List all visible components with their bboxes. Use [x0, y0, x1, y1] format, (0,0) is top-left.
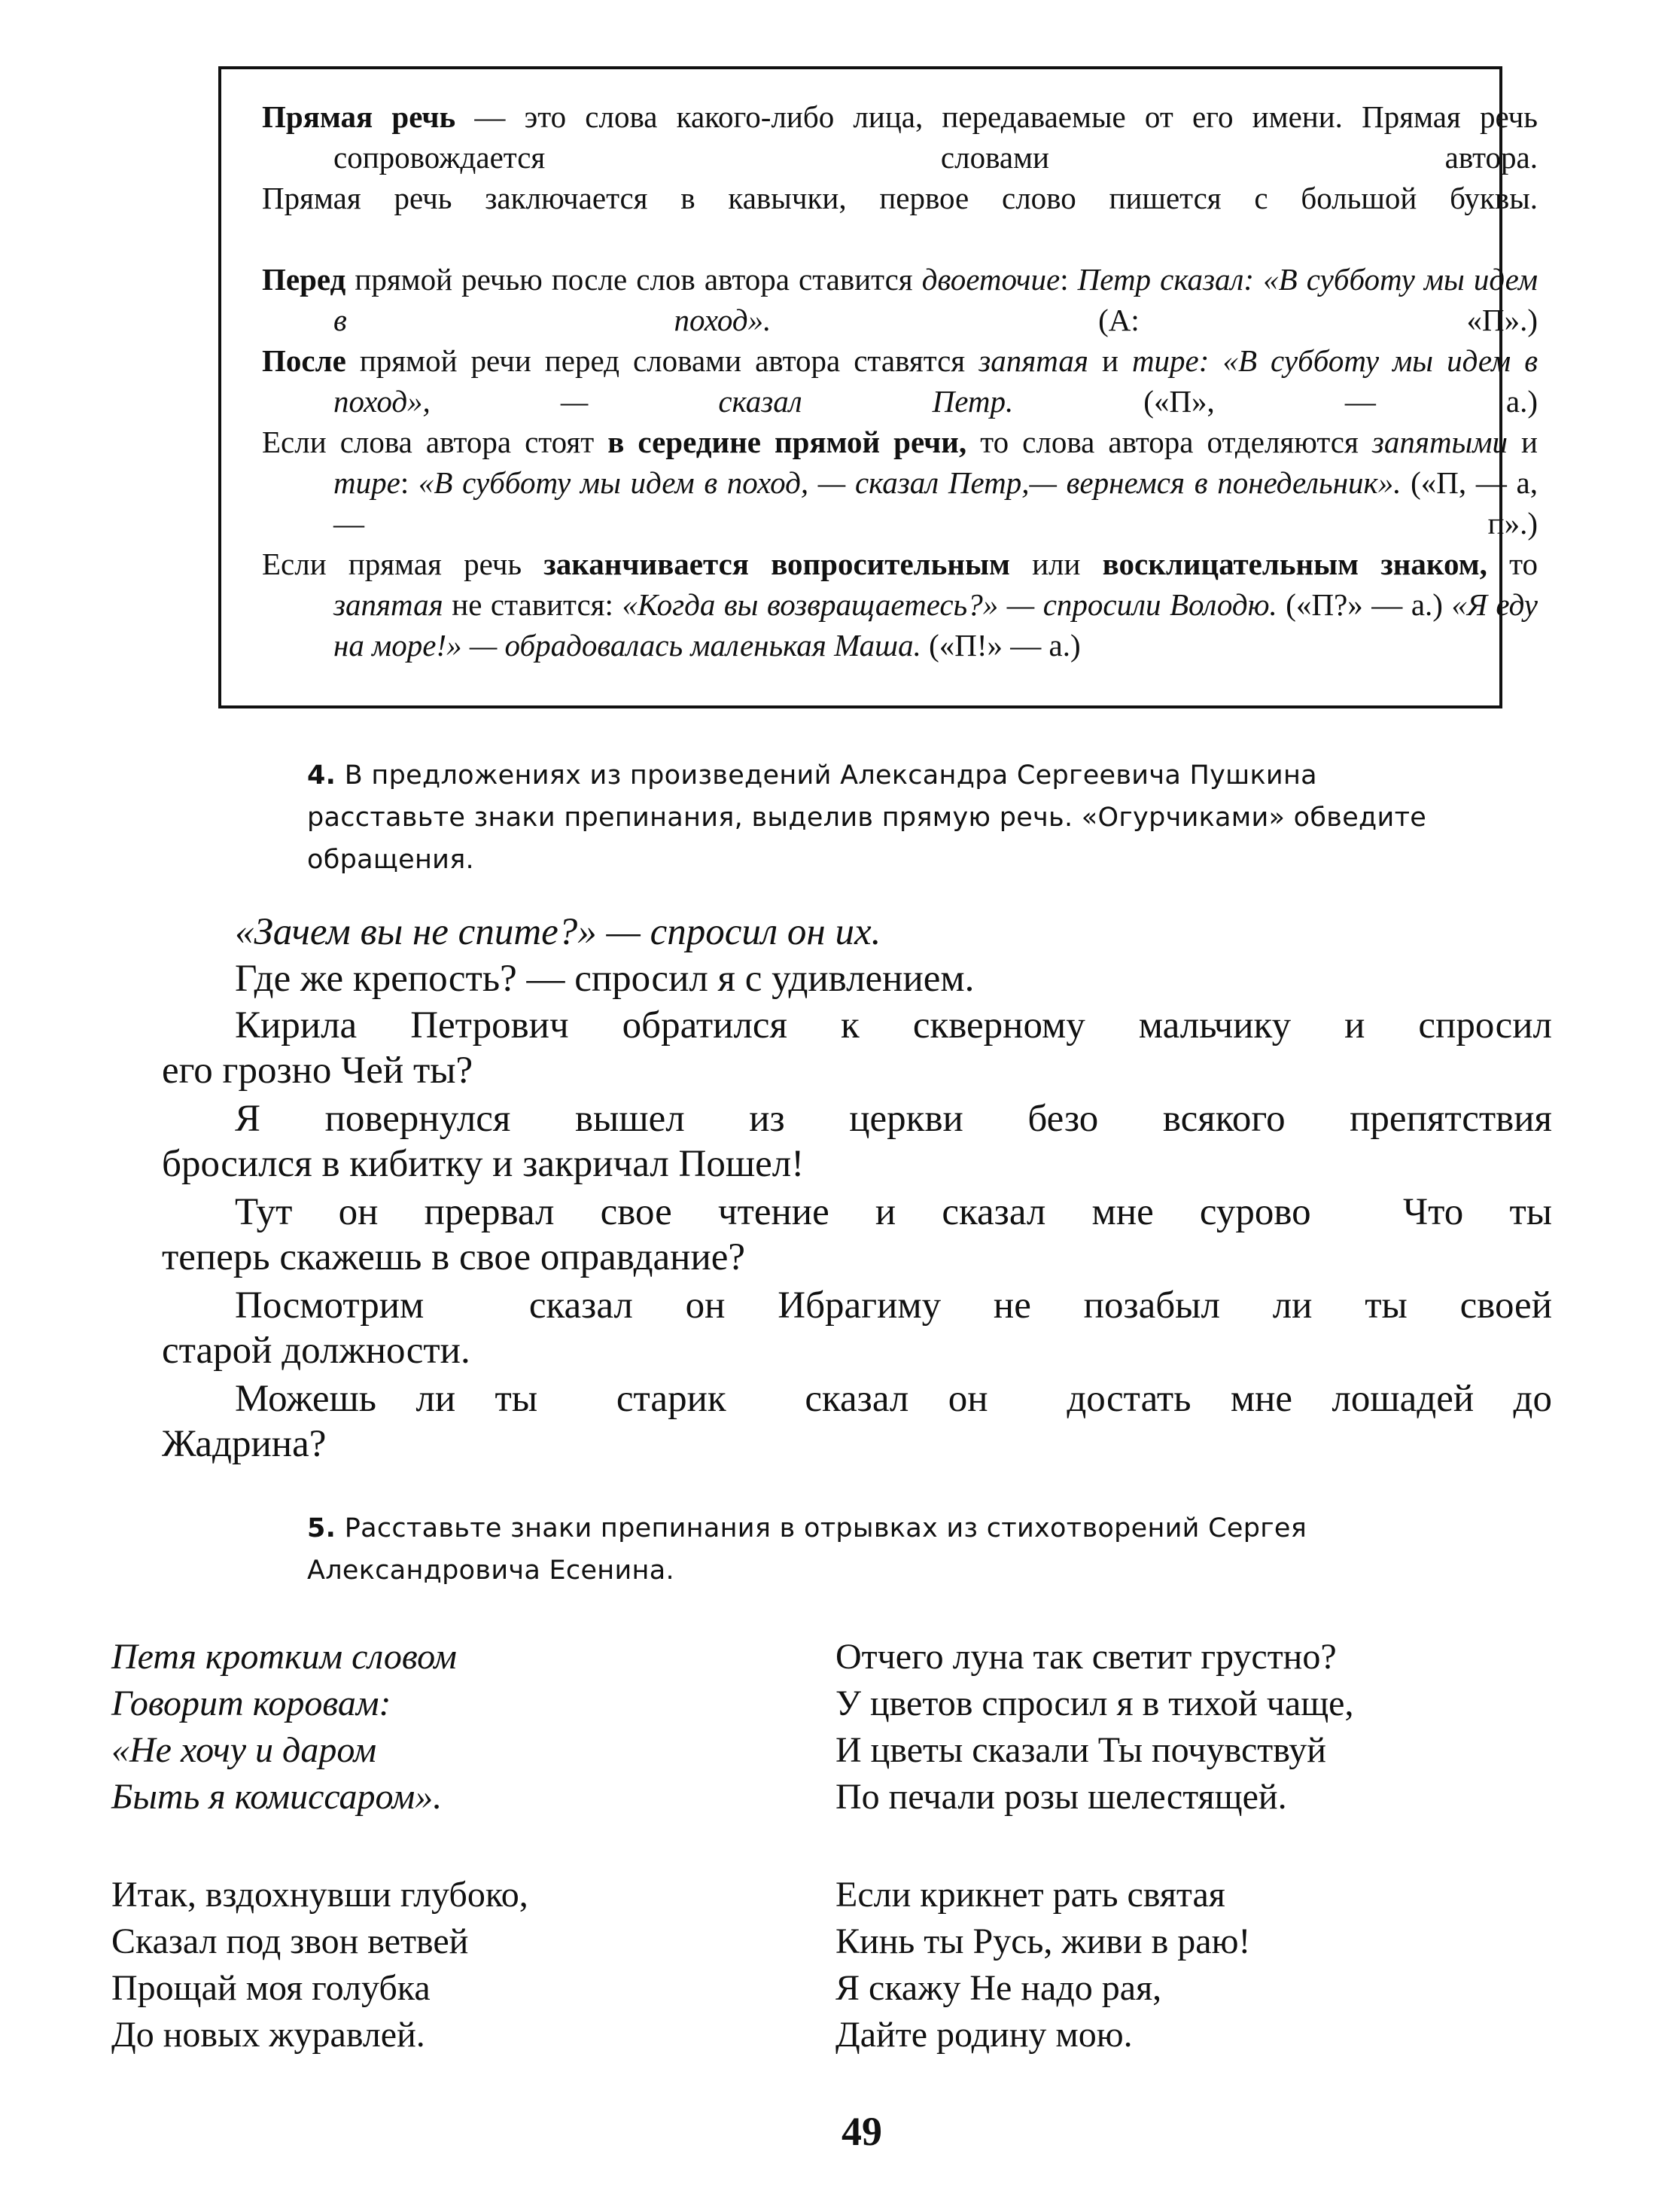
- sentence-1: «Зачем вы не спите?» — спросил он их.: [235, 911, 881, 953]
- poem-line: Если крикнет рать святая: [835, 1875, 1225, 1915]
- rule-quotes: Прямая речь заключается в кавычки, первое слово пишется с большой буквы.: [262, 181, 1538, 215]
- poem-line: Прощай моя голубка: [111, 1968, 431, 2008]
- poem-left-1: [111, 1634, 457, 1821]
- rule-direct-speech-definition: Прямая речь — это слова какого-либо лица, передаваемые от его имени. Прямая речь сопровождается словами автора.: [262, 99, 1538, 175]
- poem-line: Отчего луна так светит грустно?: [835, 1637, 1337, 1677]
- poem-line: «Не хочу и даром: [111, 1730, 377, 1770]
- sentence-4-line-2: бросился в кибитку и закричал Пошел!: [162, 1143, 805, 1185]
- sentence-3-line-1: Кирила Петрович обратился к скверному мальчику и спросил: [235, 1004, 1552, 1047]
- sentence-7-line-1: Можешь ли ты старик сказал он достать мне лошадей до: [235, 1378, 1552, 1420]
- poem-line: Сказал под звон ветвей: [111, 1921, 469, 1961]
- poem-line: Говорит коровам:: [111, 1683, 391, 1723]
- sentence-6-line-2: старой должности.: [162, 1330, 470, 1372]
- rule-middle-of-speech: Если слова автора стоят в середине прямой речи, то слова автора отделяются запятыми и тире: «В субботу мы идем в поход, — сказал Петр,— вернемся в понедельник». («П, — а,— п».): [262, 425, 1538, 541]
- poem-line: Дайте родину мою.: [835, 2015, 1133, 2055]
- task-4: 4. В предложениях из произведений Александра Сергеевича Пушкина расставьте знаки препинания, выделив прямую речь. «Огурчиками» обведите обращения.: [307, 760, 1427, 875]
- rule-question-exclamation: Если прямая речь заканчивается вопросительным или восклицательным знаком, то запятая не ставится: «Когда вы возвращаетесь?» — спросили Володю. («П?» — а.) «Я еду на море!» — обрадовалась маленькая Маша. («П!» — а.): [262, 547, 1538, 663]
- sentence-4-line-1: Я повернулся вышел из церкви безо всякого препятствия: [235, 1098, 1552, 1140]
- sentence-5-line-2: теперь скажешь в свое оправдание?: [162, 1236, 746, 1278]
- task-5: 5. Расставьте знаки препинания в отрывках из стихотворений Сергея Александровича Есенина.: [307, 1513, 1307, 1586]
- page-number: 49: [842, 2109, 882, 2154]
- sentence-6-line-1: Посмотрим сказал он Ибрагиму не позабыл ли ты своей: [235, 1284, 1552, 1327]
- poem-line: До новых журавлей.: [111, 2015, 425, 2055]
- poem-right-2: [835, 1872, 1250, 2058]
- poem-line: По печали розы шелестящей.: [835, 1777, 1287, 1817]
- poem-line: И цветы сказали Ты почувствуй: [835, 1730, 1326, 1770]
- poem-line: Петя кротким словом: [111, 1637, 457, 1677]
- sentence-5-line-1: Тут он прервал свое чтение и сказал мне сурово Что ты: [235, 1191, 1552, 1233]
- poem-line: Быть я комиссаром».: [111, 1777, 443, 1817]
- rule-after-direct-speech: После прямой речи перед словами автора ставятся запятая и тире: «В субботу мы идем в поход», — сказал Петр. («П», — а.): [262, 343, 1538, 419]
- poem-line: У цветов спросил я в тихой чаще,: [835, 1683, 1354, 1723]
- poem-right-1: [835, 1634, 1353, 1821]
- poem-line: Я скажу Не надо рая,: [835, 1968, 1162, 2008]
- sentence-3-line-2: его грозно Чей ты?: [162, 1050, 473, 1092]
- poem-line: Кинь ты Русь, живи в раю!: [835, 1921, 1251, 1961]
- poem-line: Итак, вздохнувши глубоко,: [111, 1875, 528, 1915]
- rule-before-direct-speech: Перед прямой речью после слов автора ставится двоеточие: Петр сказал: «В субботу мы идем в поход». (А: «П».): [262, 262, 1538, 337]
- sentence-2: Где же крепость? — спросил я с удивлением.: [235, 958, 975, 1000]
- poem-left-2: [111, 1872, 528, 2058]
- sentence-7-line-2: Жадрина?: [162, 1423, 327, 1465]
